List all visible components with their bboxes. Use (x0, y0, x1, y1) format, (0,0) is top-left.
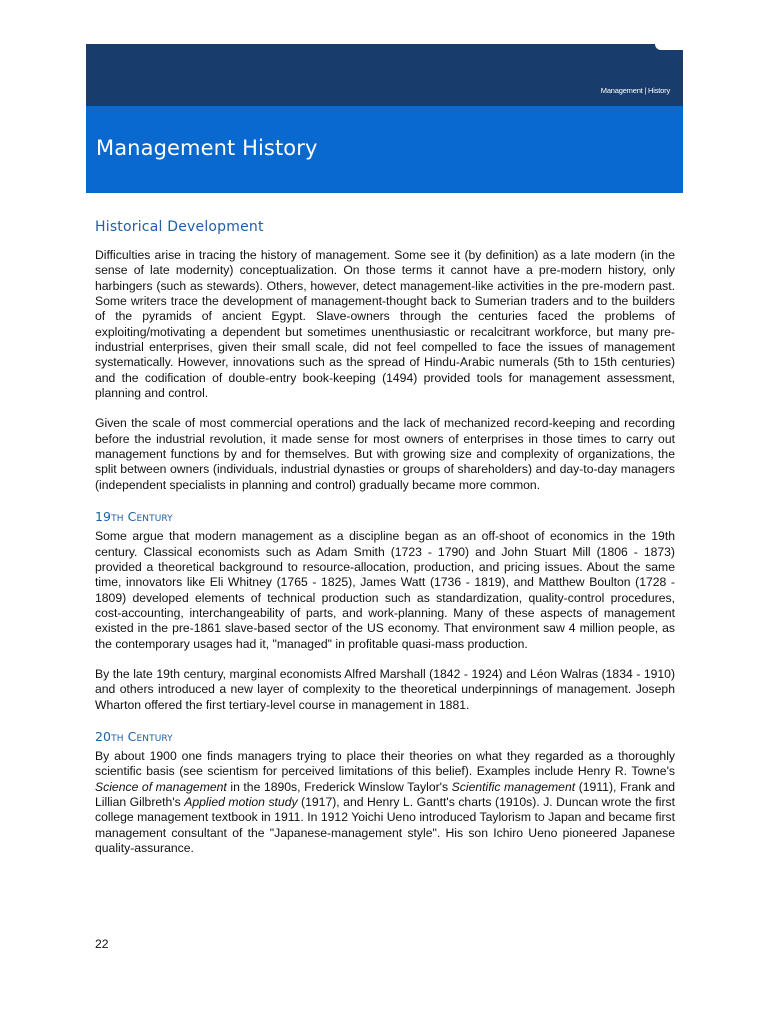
paragraph: Some argue that modern management as a discipline began as an off-shoot of economics in the 19th century. Classical economists such as Adam Smith (1723 - 1790) and John Stuart Mill (1806 - 1873) provided a theoretical background to resource-allocation, production, and pricing issues. About the same time, innovators like Eli Whitney (1765 - 1825), James Watt (1736 - 1819), and Matthew Boulton (1728 - 1809) developed elements of technical production such as standardization, quality-control procedures, cost-accounting, interchangeability of parts, and work-planning. Many of these aspects of management existed in the pre-1861 slave-based sector of the US economy. That environment saw 4 million people, as the contemporary usages had it, "managed" in profitable quasi-mass production. (95, 529, 675, 651)
subheading-19th-century: 19th Century (95, 509, 173, 525)
italic-title-scientific-management: Scientific management (451, 779, 576, 794)
italic-title-applied-motion-study: Applied motion study (184, 794, 298, 809)
text-run: (1917), and Henry L. Gantt's charts (1910s). J. Duncan wrote the first college management textbook in 1911. In 1912 Yoichi Ueno introduced Taylorism to Japan and became first management consultant of the "Japanese-management style". His son Ichiro Ueno pioneered Japanese quality-assurance. (95, 794, 675, 855)
page-number: 22 (95, 937, 109, 951)
subheading-20th-century: 20th Century (95, 728, 173, 744)
page-title: Management History (96, 136, 318, 160)
paragraph: Difficulties arise in tracing the history of management. Some see it (by definition) as a late modern (in the sense of late modernity) conceptualization. On those terms it cannot have a pre-modern history, only harbingers (such as stewards). Others, however, detect management-like activities in the pre-modern past. Some writers trace the development of management-thought back to Sumerian traders and to the builders of the pyramids of ancient Egypt. Slave-owners through the centuries faced the problems of exploiting/motivating a dependent but sometimes unenthusiastic or recalcitrant workforce, but many pre-industrial enterprises, given their small scale, did not feel compelled to face the issues of management systematically. However, innovations such as the spread of Hindu-Arabic numerals (5th to 15th centuries) and the codification of double-entry book-keeping (1494) provided tools for management assessment, planning and control. (95, 248, 675, 401)
text-run: (1911), Frank and Lillian Gilbreth's (95, 779, 676, 809)
section-heading-historical-development: Historical Development (95, 219, 264, 235)
paragraph (95, 749, 675, 856)
paragraph: By the late 19th century, marginal economists Alfred Marshall (1842 - 1924) and Léon Walras (1834 - 1910) and others introduced a new layer of complexity to the theoretical underpinnings of management. Joseph Wharton offered the first tertiary-level course in management in 1881. (95, 666, 675, 712)
text-run: in the 1890s, Frederick Winslow Taylor's (226, 779, 452, 794)
main-content (95, 219, 675, 856)
paragraph: Given the scale of most commercial operations and the lack of mechanized record-keeping and recording before the industrial revolution, it made sense for most owners of enterprises in those times to carry out management functions by and for themselves. But with growing size and complexity of organizations, the split between owners (individuals, industrial dynasties or groups of shareholders) and day-to-day managers (independent specialists in planning and control) gradually became more common. (95, 416, 675, 492)
running-head: Management | History (600, 86, 670, 95)
header-band (86, 44, 683, 106)
title-banner (86, 106, 683, 193)
italic-title-science-of-management: Science of management (95, 779, 227, 794)
text-run: By about 1900 one finds managers trying to place their theories on what they regarded as a thoroughly scientific basis (see scientism for perceived limitations of this belief). Examples include Henry R. Towne's (95, 748, 675, 779)
